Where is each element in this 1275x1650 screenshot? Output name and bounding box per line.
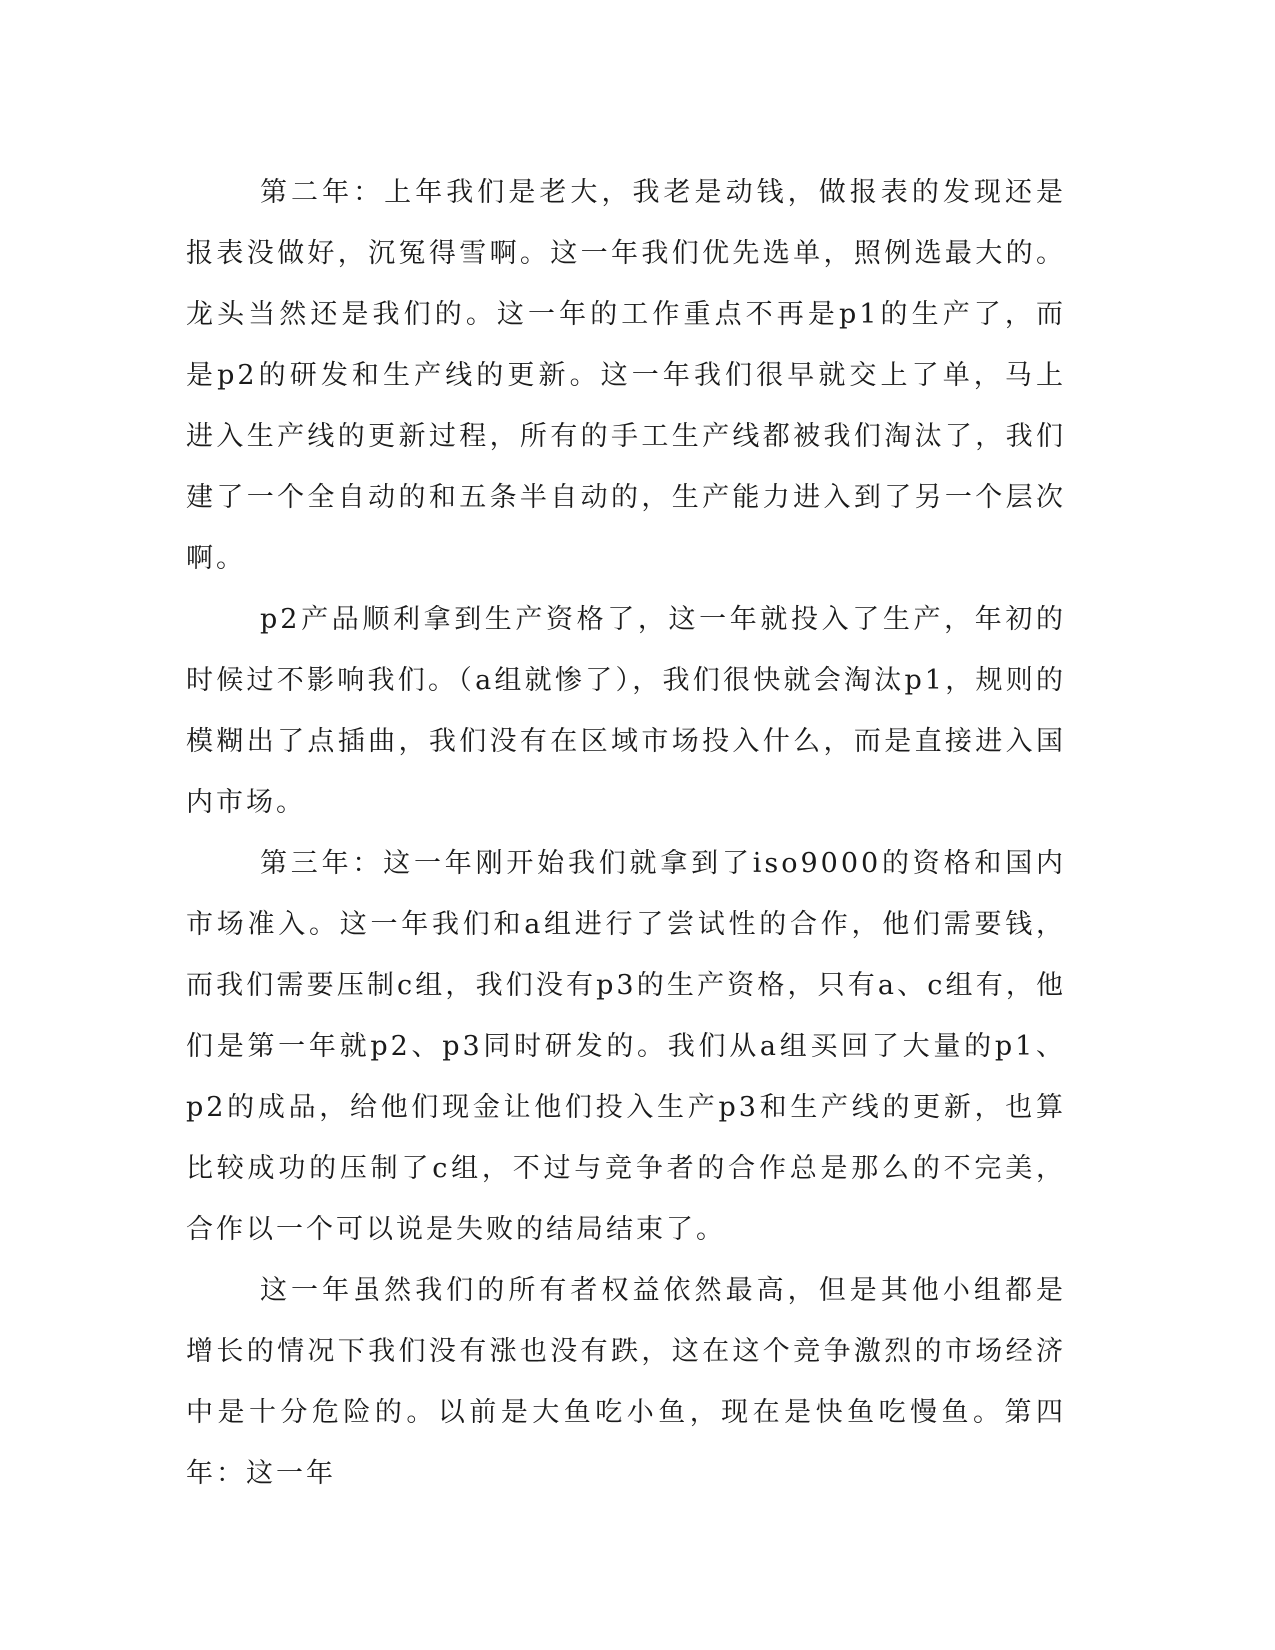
document-body [186,162,1066,1504]
paragraph-owner-equity: 这一年虽然我们的所有者权益依然最高，但是其他小组都是增长的情况下我们没有涨也没有跌，这在这个竞争激烈的市场经济中是十分危险的。以前是大鱼吃小鱼，现在是快鱼吃慢鱼。第四年：这一年 [186,1275,1066,1489]
paragraph-year-three: 第三年：这一年刚开始我们就拿到了iso9000的资格和国内市场准入。这一年我们和a组进行了尝试性的合作，他们需要钱，而我们需要压制c组，我们没有p3的生产资格，只有a、c组有，他们是第一年就p2、p3同时研发的。我们从a组买回了大量的p1、p2的成品，给他们现金让他们投入生产p3和生产线的更新，也算比较成功的压制了c组，不过与竞争者的合作总是那么的不完美，合作以一个可以说是失败的结局结束了。 [186,848,1066,1245]
paragraph-year-two: 第二年：上年我们是老大，我老是动钱，做报表的发现还是报表没做好，沉冤得雪啊。这一年我们优先选单，照例选最大的。龙头当然还是我们的。这一年的工作重点不再是p1的生产了，而是p2的研发和生产线的更新。这一年我们很早就交上了单，马上进入生产线的更新过程，所有的手工生产线都被我们淘汰了，我们建了一个全自动的和五条半自动的，生产能力进入到了另一个层次啊。 [186,177,1066,574]
paragraph-p2-production: p2产品顺利拿到生产资格了，这一年就投入了生产，年初的时候过不影响我们。（a组就惨了），我们很快就会淘汰p1，规则的模糊出了点插曲，我们没有在区域市场投入什么，而是直接进入国内市场。 [186,604,1066,818]
